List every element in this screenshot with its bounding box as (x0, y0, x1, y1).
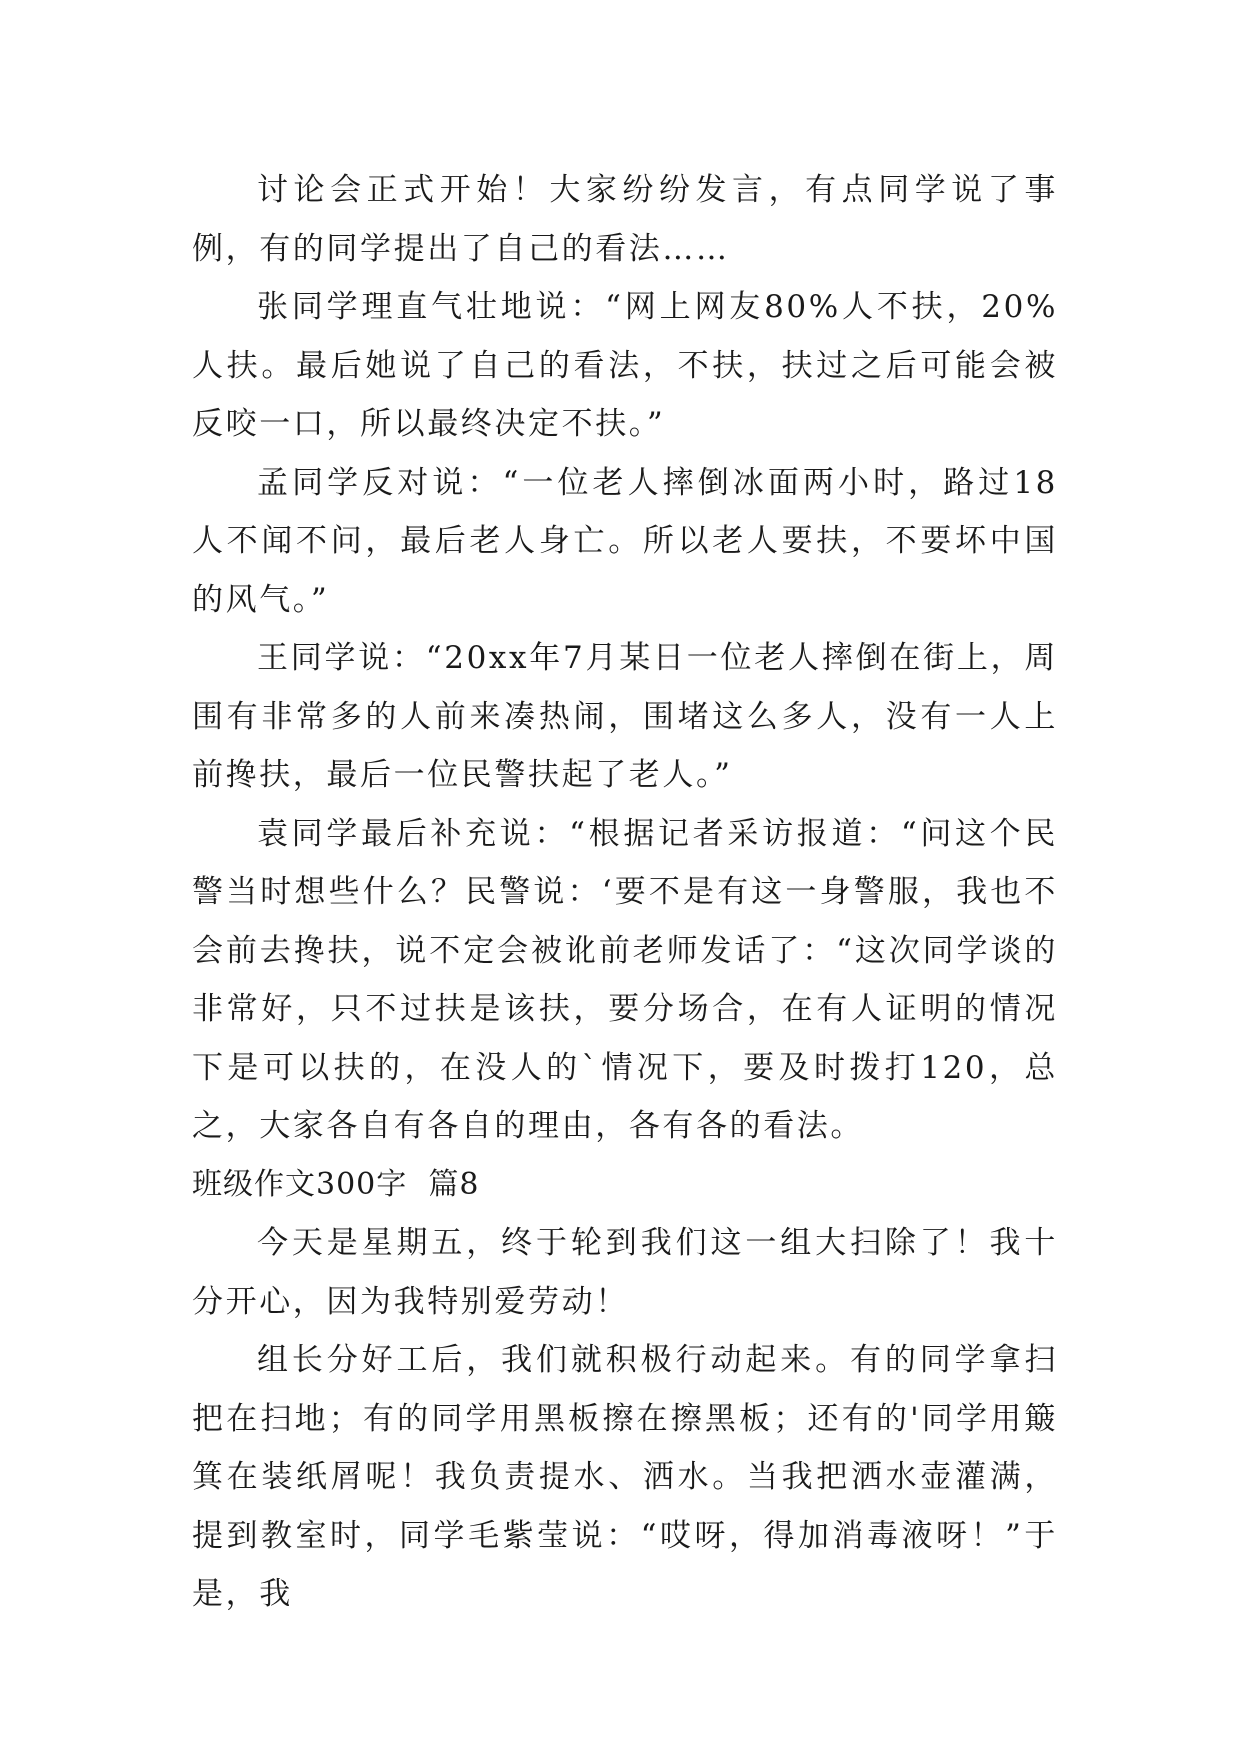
paragraph-zhang: 张同学理直气壮地说：“网上网友80%人不扶，20%人扶。最后她说了自己的看法，不扶，扶过之后可能会被反咬一口，所以最终决定不扶。” (192, 289, 1058, 442)
paragraph-friday: 今天是星期五，终于轮到我们这一组大扫除了！我十分开心，因为我特别爱劳动！ (192, 1225, 1058, 1320)
paragraph-wang: 王同学说：“20xx年7月某日一位老人摔倒在街上，周围有非常多的人前来凑热闹，围堵这么多人，没有一人上前搀扶，最后一位民警扶起了老人。” (192, 640, 1058, 793)
paragraph-yuan: 袁同学最后补充说：“根据记者采访报道：“问这个民警当时想些什么？民警说：‘要不是有这一身警服，我也不会前去搀扶，说不定会被讹前老师发话了：“这次同学谈的非常好，只不过扶是该扶，要分场合，在有人证明的情况下是可以扶的，在没人的`情况下，要及时拨打120，总之，大家各自有各自的理由，各有各的看法。 (192, 815, 1058, 1144)
paragraph-meng: 孟同学反对说：“一位老人摔倒冰面两小时，路过18人不闻不问，最后老人身亡。所以老人要扶，不要坏中国的风气。” (192, 464, 1058, 618)
document-page (192, 161, 1058, 1624)
paragraph-discussion-start: 讨论会正式开始！大家纷纷发言，有点同学说了事例，有的同学提出了自己的看法…… (192, 172, 1058, 267)
paragraph-cleaning: 组长分好工后，我们就积极行动起来。有的同学拿扫把在扫地；有的同学用黑板擦在擦黑板；还有的'同学用簸箕在装纸屑呢！我负责提水、洒水。当我把洒水壶灌满，提到教室时，同学毛紫莹说：“哎呀，得加消毒液呀！”于是，我 (192, 1342, 1058, 1612)
section-heading: 班级作文300字 篇8 (192, 1166, 480, 1202)
